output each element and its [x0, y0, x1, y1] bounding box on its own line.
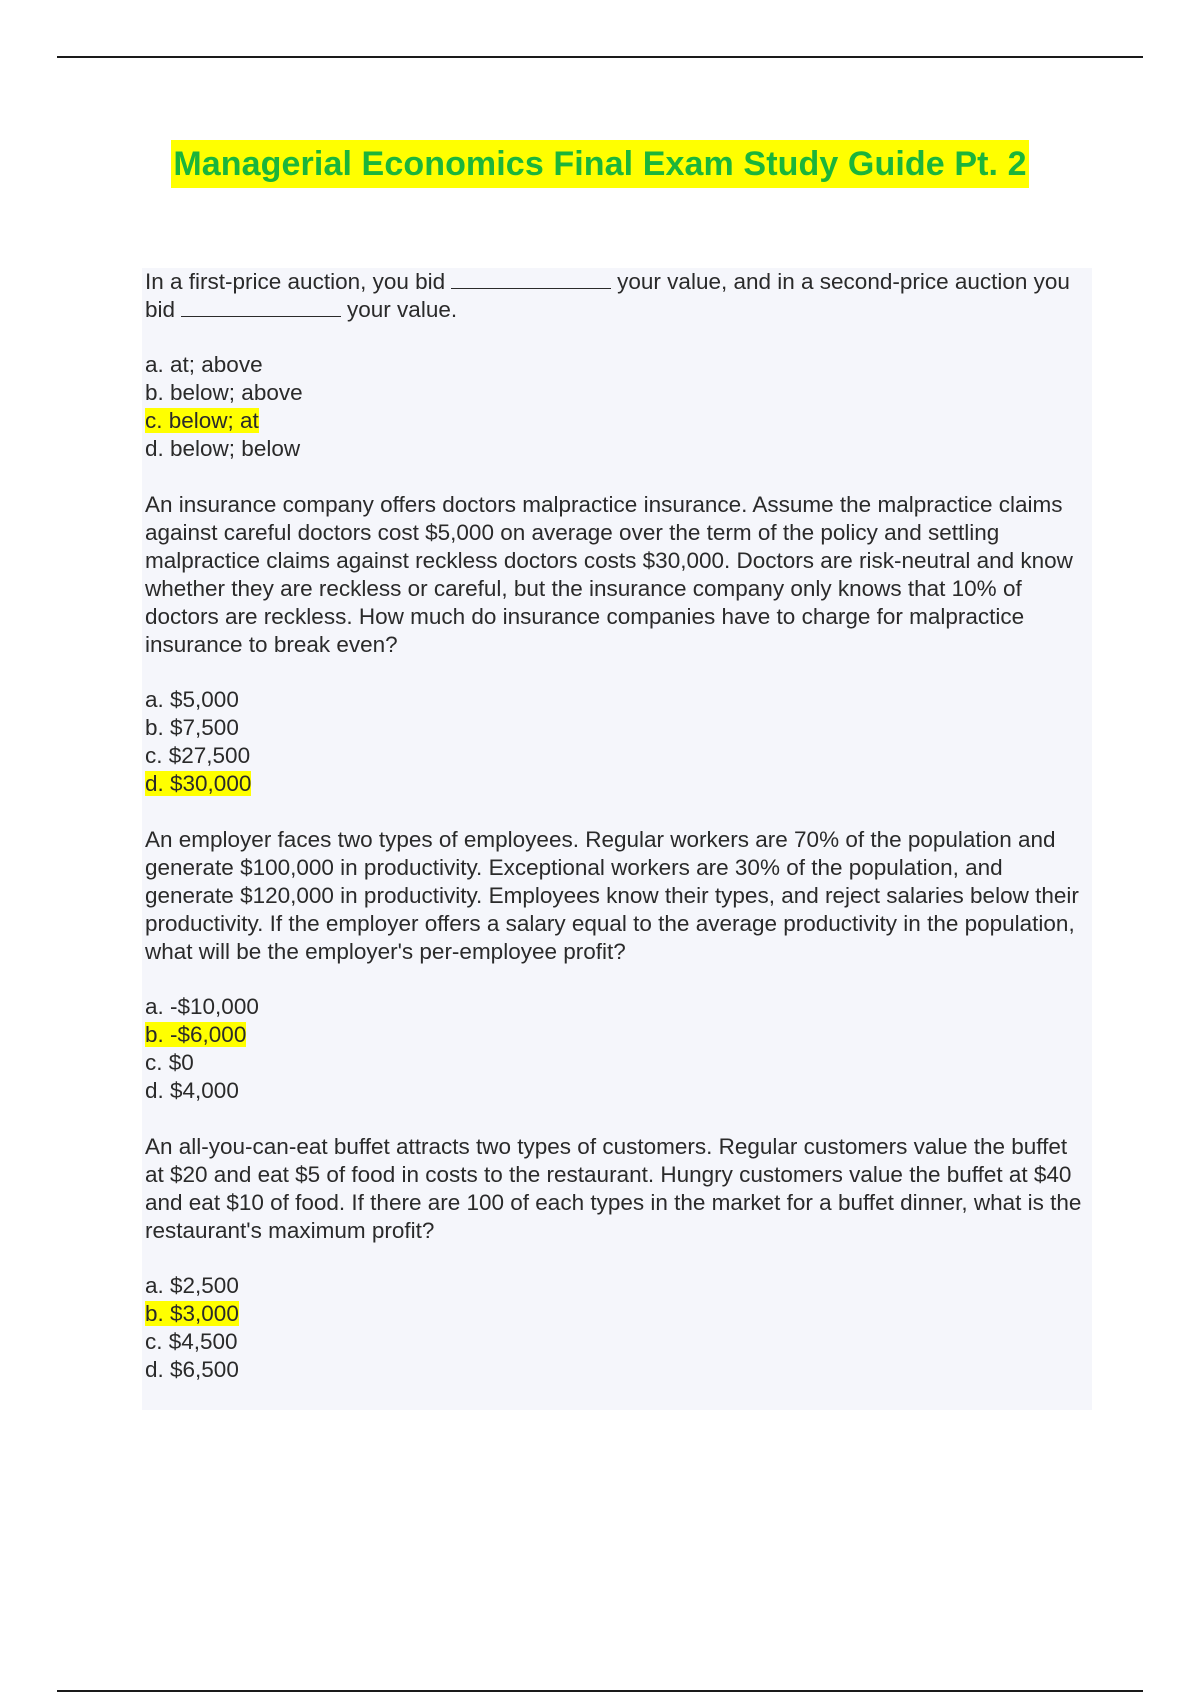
question-stem: An employer faces two types of employees. Regular workers are 70% of the population and generate $100,000 in productivity. Exceptional workers are 30% of the population, and generate $120,000 in productivity. Employees know their types, and reject salaries below their productivity. If the employer offers a salary equal to the average productivity in the population, what will be the employer's per-employee profit?: [145, 827, 1079, 964]
option-label: c. $0: [145, 1050, 194, 1075]
top-rule: [57, 56, 1143, 58]
option-label-highlighted: b. -$6,000: [145, 1022, 247, 1047]
option-c: [145, 742, 1088, 770]
option-a: [145, 686, 1088, 714]
option-c: [145, 1049, 1088, 1077]
stem-part: In a first-price auction, you bid: [145, 269, 446, 294]
questions-panel: [142, 268, 1092, 1410]
options-list: [145, 686, 1088, 798]
stem-part: your value.: [347, 297, 458, 322]
question-3: [145, 826, 1088, 1105]
option-label: a. $2,500: [145, 1273, 239, 1298]
option-d: [145, 1356, 1088, 1384]
title-container: [0, 140, 1200, 188]
answer-blank: [181, 298, 341, 317]
option-label: c. $27,500: [145, 743, 251, 768]
option-label-highlighted: c. below; at: [145, 408, 259, 433]
answer-blank: [451, 270, 611, 289]
option-b: [145, 1021, 1088, 1049]
option-d: [145, 770, 1088, 798]
option-c: [145, 407, 1088, 435]
bottom-rule: [57, 1690, 1143, 1692]
stem-part: your value, and in a second-price auction you bid: [145, 269, 1070, 322]
option-b: [145, 714, 1088, 742]
option-label: c. $4,500: [145, 1329, 238, 1354]
question-2: [145, 491, 1088, 798]
option-d: [145, 435, 1088, 463]
option-a: [145, 351, 1088, 379]
question-stem: An insurance company offers doctors malpractice insurance. Assume the malpractice claims against careful doctors cost $5,000 on average over the term of the policy and settling malpractice claims against reckless doctors costs $30,000. Doctors are risk-neutral and know whether they are reckless or careful, but the insurance company only knows that 10% of doctors are reckless. How much do insurance companies have to charge for malpractice insurance to break even?: [145, 492, 1073, 657]
question-1: [145, 268, 1088, 463]
option-label-highlighted: b. $3,000: [145, 1301, 239, 1326]
page-title: Managerial Economics Final Exam Study Guide Pt. 2: [171, 140, 1028, 188]
option-b: [145, 379, 1088, 407]
option-a: [145, 993, 1088, 1021]
option-c: [145, 1328, 1088, 1356]
option-label: d. $6,500: [145, 1357, 239, 1382]
option-a: [145, 1272, 1088, 1300]
options-list: [145, 351, 1088, 463]
option-label: b. below; above: [145, 380, 303, 405]
option-b: [145, 1300, 1088, 1328]
option-label: a. $5,000: [145, 687, 239, 712]
options-list: [145, 1272, 1088, 1384]
option-label: d. below; below: [145, 436, 301, 461]
option-label: a. -$10,000: [145, 994, 259, 1019]
options-list: [145, 993, 1088, 1105]
option-label-highlighted: d. $30,000: [145, 771, 252, 796]
question-stem: [145, 268, 1088, 324]
option-label: b. $7,500: [145, 715, 239, 740]
option-label: a. at; above: [145, 352, 263, 377]
option-d: [145, 1077, 1088, 1105]
option-label: d. $4,000: [145, 1078, 239, 1103]
question-4: [145, 1133, 1088, 1384]
question-stem: An all-you-can-eat buffet attracts two types of customers. Regular customers value the buffet at $20 and eat $5 of food in costs to the restaurant. Hungry customers value the buffet at $40 and eat $10 of food. If there are 100 of each types in the market for a buffet dinner, what is the restaurant's maximum profit?: [145, 1134, 1082, 1243]
